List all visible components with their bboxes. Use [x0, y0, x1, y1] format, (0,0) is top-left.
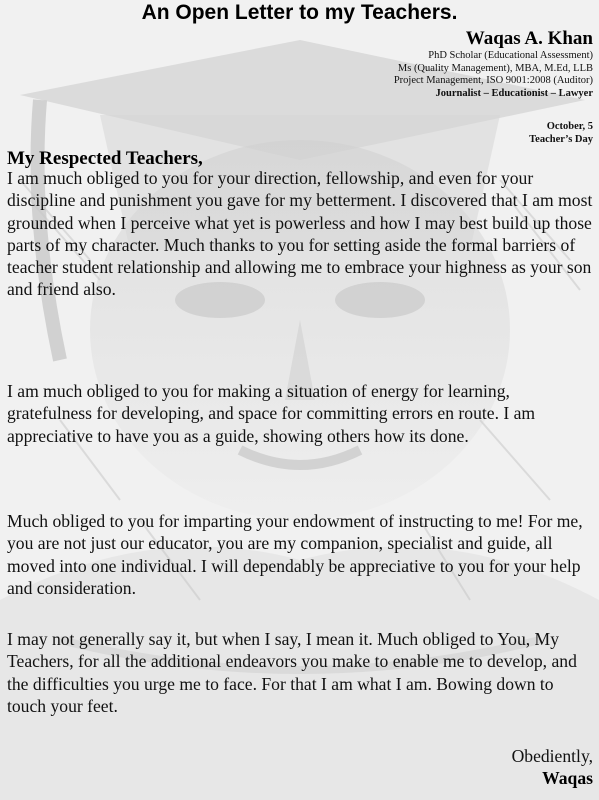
page-title: An Open Letter to my Teachers.	[141, 1, 458, 24]
closing-block	[512, 745, 593, 789]
author-credential: Ms (Quality Management), MBA, M.Ed, LLB	[397, 62, 593, 74]
closing-word: Obediently,	[511, 746, 593, 766]
signature-name: Waqas	[542, 768, 593, 788]
body-paragraph: I am much obliged to you for making a situation of energy for learning, gratefulness for developing, and space for committing errors en route. I am appreciative to have you as a guide, showing others how its done.	[7, 381, 536, 446]
author-credential: Project Management, ISO 9001:2008 (Auditor)	[393, 75, 593, 86]
author-name: Waqas A. Khan	[465, 28, 593, 49]
date-block	[529, 121, 593, 146]
letter-occasion: Teacher’s Day	[529, 133, 593, 145]
author-block	[394, 28, 593, 100]
body-paragraph: Much obliged to you for imparting your endowment of instructing to me! For me, you are not just our educator, you are my companion, specialist and guide, all moved into one individual. I will dependably be appreciative to you for your help and consideration.	[7, 511, 583, 598]
author-credential: PhD Scholar (Educational Assessment)	[428, 50, 593, 61]
salutation: My Respected Teachers,	[7, 148, 203, 169]
body-paragraph: I am much obliged to you for your direction, fellowship, and even for your discipline and punishment you gave for my betterment. I discovered that I am most grounded when I perceive what yet is powerless and how I may best build up those parts of my character. Much thanks to you for setting aside the formal barriers of teacher student relationship and allowing me to embrace your highness as your son and friend also.	[7, 168, 593, 300]
letter-date: October, 5	[546, 121, 593, 132]
author-roles: Journalist – Educationist – Lawyer	[435, 87, 593, 99]
body-paragraph: I may not generally say it, but when I say, I mean it. Much obliged to You, My Teachers, for all the additional endeavors you make to enable me to develop, and the difficulties you urge me to face. For that I am what I am. Bowing down to touch your feet.	[7, 629, 577, 716]
